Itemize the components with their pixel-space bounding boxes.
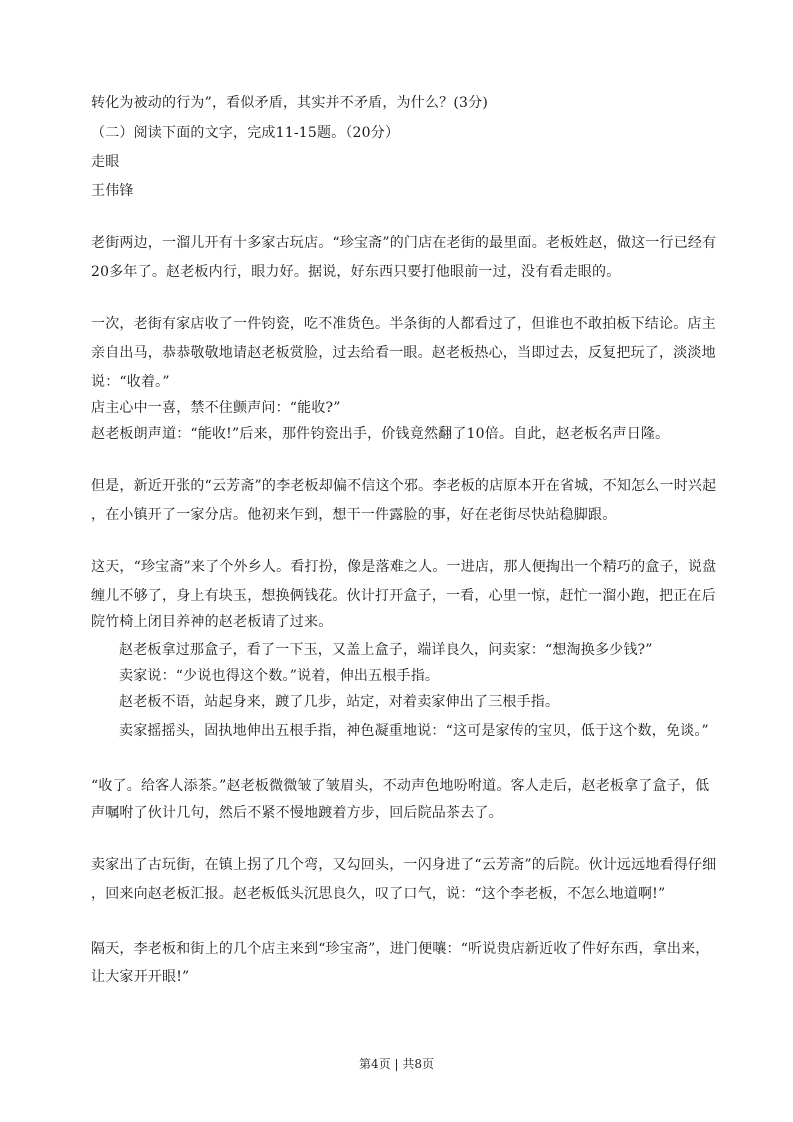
paragraph-line-indented: 赵老板拿过那盒子，看了一下玉，又盖上盒子，端详良久，问卖家：“想淘换多少钱?”: [119, 642, 653, 658]
paragraph-line: “收了。给客人添茶。”赵老板微微皱了皱眉头，不动声色地吩咐道。客人走后，赵老板拿了盒子，低: [91, 778, 710, 794]
paragraph-line: 卖家出了古玩街，在镇上拐了几个弯，又勾回头，一闪身进了“云芳斋”的后院。伙计远远地看得仔细: [91, 857, 717, 873]
section-heading: （二）阅读下面的文字，完成11-15题。（20分）: [91, 125, 400, 141]
paragraph-line: 亲自出马，恭恭敬敬地请赵老板赏脸，过去给看一眼。赵老板热心，当即过去，反复把玩了，淡淡地: [91, 345, 716, 361]
paragraph-line-indented: 卖家说：“少说也得这个数。”说着，伸出五根手指。: [119, 668, 440, 684]
paragraph-line: ，回来向赵老板汇报。赵老板低头沉思良久，叹了口气，说：“这个李老板，不怎么地道啊!”: [91, 886, 666, 902]
paragraph-line: 院竹椅上闭目养神的赵老板请了过来。: [91, 614, 333, 630]
paragraph-line: ，在小镇开了一家分店。他初来乍到，想干一件露脸的事，好在老街尽快站稳脚跟。: [91, 507, 617, 523]
paragraph-line: 店主心中一喜，禁不住颤声问：“能收?”: [91, 400, 341, 416]
story-title: 走眼: [91, 154, 120, 170]
paragraph-line: 一次，老街有家店收了一件钧瓷，吃不准货色。半条街的人都看过了，但谁也不敢拍板下结论。店主: [91, 316, 716, 332]
paragraph-line-indented: 赵老板不语，站起身来，踱了几步，站定，对着卖家伸出了三根手指。: [119, 694, 560, 710]
paragraph-line: 这天，“珍宝斋”来了个外乡人。看打扮，像是落难之人。一进店，那人便掏出一个精巧的盒子，说盘: [91, 559, 717, 575]
paragraph-line: 让大家开开眼!”: [91, 969, 190, 985]
page-number-footer: 第4页 | 共8页: [359, 1057, 434, 1071]
paragraph-line: 缠儿不够了，身上有块玉，想换俩钱花。伙计打开盒子，一看，心里一惊，赶忙一溜小跑，把正在后: [91, 588, 716, 604]
question-line: 转化为被动的行为”，看似矛盾，其实并不矛盾，为什么？(3分): [91, 95, 488, 111]
paragraph-line: 说：“收着。”: [91, 374, 170, 390]
paragraph-line: 声嘱咐了伙计几句，然后不紧不慢地踱着方步，回后院品茶去了。: [91, 805, 503, 821]
paragraph-line-indented: 卖家摇摇头，固执地伸出五根手指，神色凝重地说：“这可是家传的宝贝，低于这个数，免谈。”: [119, 723, 709, 739]
paragraph-line: 但是，新近开张的“云芳斋”的李老板却偏不信这个邪。李老板的店原本开在省城，不知怎么一时兴起: [91, 478, 717, 494]
paragraph-line: 赵老板朗声道：“能收!”后来，那件钧瓷出手，价钱竟然翻了10倍。自此，赵老板名声日隆。: [91, 426, 670, 442]
paragraph-line: 隔天，李老板和街上的几个店主来到“珍宝斋”，进门便嚷：“听说贵店新近收了件好东西，拿出来，: [91, 941, 710, 957]
paragraph-line: 老街两边，一溜儿开有十多家古玩店。“珍宝斋”的门店在老街的最里面。老板姓赵，做这一行已经有: [91, 235, 717, 251]
paragraph-line: 20多年了。赵老板内行，眼力好。据说，好东西只要打他眼前一过，没有看走眼的。: [91, 264, 621, 280]
story-author: 王伟锋: [91, 183, 134, 199]
